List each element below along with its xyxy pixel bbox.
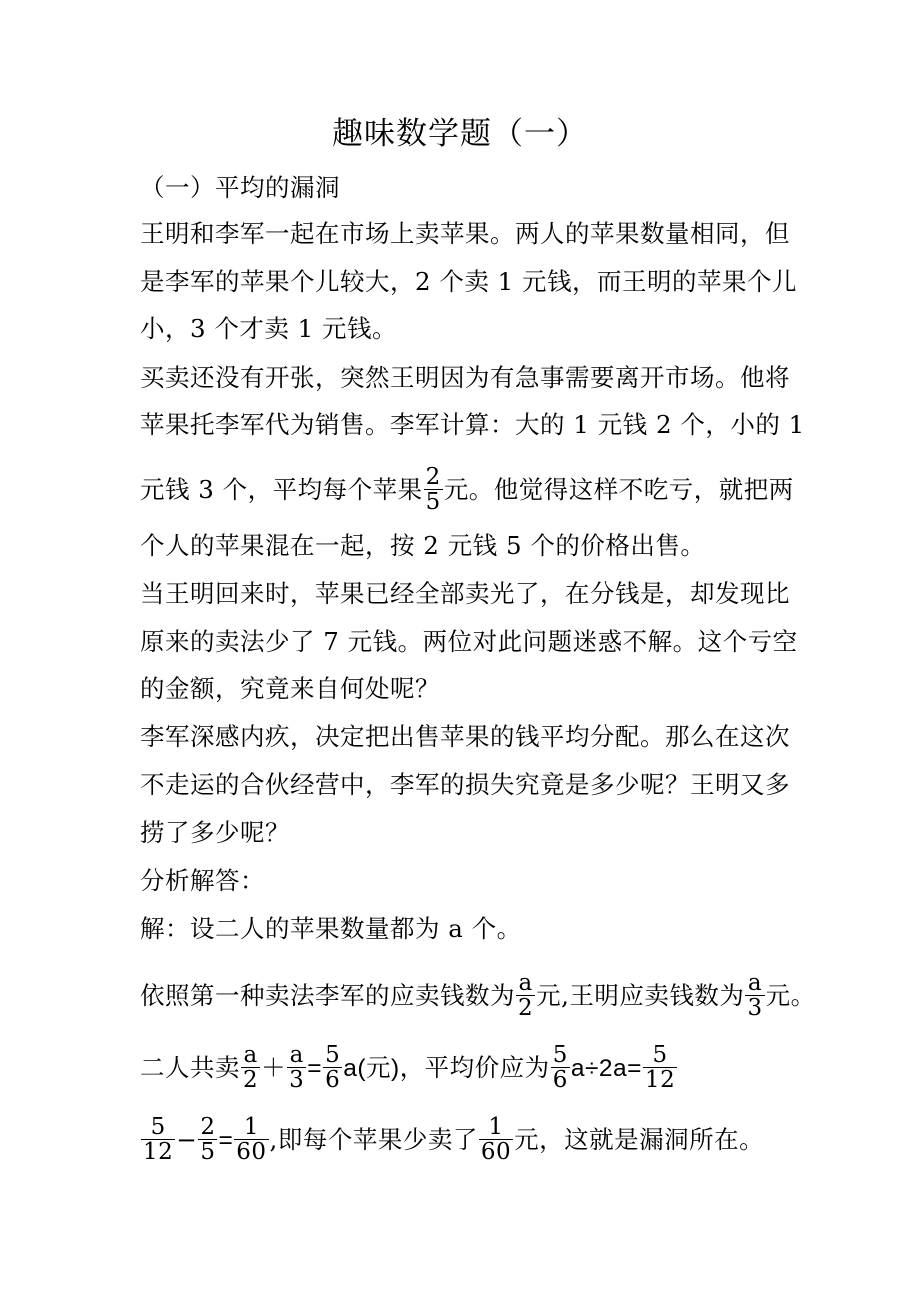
- fraction: $\frac{2}{5}$: [425, 464, 441, 515]
- fraction: $\frac{5}{12}$: [143, 1114, 174, 1165]
- paragraph-line: 不走运的合伙经营中，李军的损失究竟是多少呢？王明又多: [140, 770, 790, 799]
- paragraph-line: 的金额，究竟来自何处呢？: [140, 674, 440, 703]
- page-title: 趣味数学题（一）: [332, 116, 588, 152]
- paragraph-line: 买卖还没有开张，突然王明因为有急事需要离开市场。他将: [140, 363, 790, 392]
- fraction: $\frac{5}{6}$: [552, 1042, 568, 1093]
- solution-line: 解：设二人的苹果数量都为 a 个。: [140, 914, 522, 943]
- analysis-label: 分析解答：: [140, 866, 265, 895]
- fraction: $\frac{5}{12}$: [644, 1042, 676, 1093]
- paragraph-line: 王明和李军一起在市场上卖苹果。两人的苹果数量相同，但: [140, 219, 790, 248]
- paragraph-line: 小，3 个才卖 1 元钱。: [140, 314, 398, 343]
- fraction: $\frac{1}{60}$: [480, 1114, 512, 1165]
- equation-line-3: $\frac{5}{12}$ − $\frac{2}{5}$ = $\frac{1}{60}$ ,即每个苹果少卖了 $\frac{1}{60}$ 元，这就是漏洞所在。: [143, 1114, 765, 1165]
- fraction: $\frac{a}{3}$: [747, 970, 763, 1021]
- fraction: $\frac{a}{2}$: [518, 970, 534, 1021]
- paragraph-line: 李军深感内疚，决定把出售苹果的钱平均分配。那么在这次: [140, 722, 790, 751]
- fraction: $\frac{1}{60}$: [236, 1114, 267, 1165]
- paragraph-line-with-fraction: 元钱 3 个，平均每个苹果 $\frac{2}{5}$ 元。他觉得这样不吃亏，就把两: [140, 464, 794, 515]
- fraction: $\frac{2}{5}$: [200, 1114, 216, 1165]
- paragraph-line: 苹果托李军代为销售。李军计算：大的 1 元钱 2 个，小的 1: [140, 410, 805, 439]
- fraction: $\frac{5}{6}$: [325, 1042, 341, 1093]
- paragraph-line: 个人的苹果混在一起，按 2 元钱 5 个的价格出售。: [140, 531, 706, 560]
- paragraph-line: 是李军的苹果个儿较大，2 个卖 1 元钱，而王明的苹果个儿: [140, 267, 798, 296]
- equation-line-2: 二人共卖 $\frac{a}{2}$ ＋ $\frac{a}{3}$ = $\frac{5}{6}$ a(元)，平均价应为 $\frac{5}{6}$ a÷2a= $\frac{5}{12}$: [140, 1042, 676, 1093]
- paragraph-line: 原来的卖法少了 7 元钱。两位对此问题迷惑不解。这个亏空: [140, 627, 798, 656]
- paragraph-line: 当王明回来时，苹果已经全部卖光了，在分钱是，却发现比: [140, 579, 790, 608]
- equation-line-1: 依照第一种卖法李军的应卖钱数为 $\frac{a}{2}$ 元,王明应卖钱数为 $\frac{a}{3}$ 元。: [140, 970, 816, 1021]
- fraction: $\frac{a}{3}$: [289, 1042, 305, 1093]
- paragraph-line: 捞了多少呢？: [140, 818, 290, 847]
- section-heading: （一）平均的漏洞: [140, 173, 340, 202]
- fraction: $\frac{a}{2}$: [243, 1042, 259, 1093]
